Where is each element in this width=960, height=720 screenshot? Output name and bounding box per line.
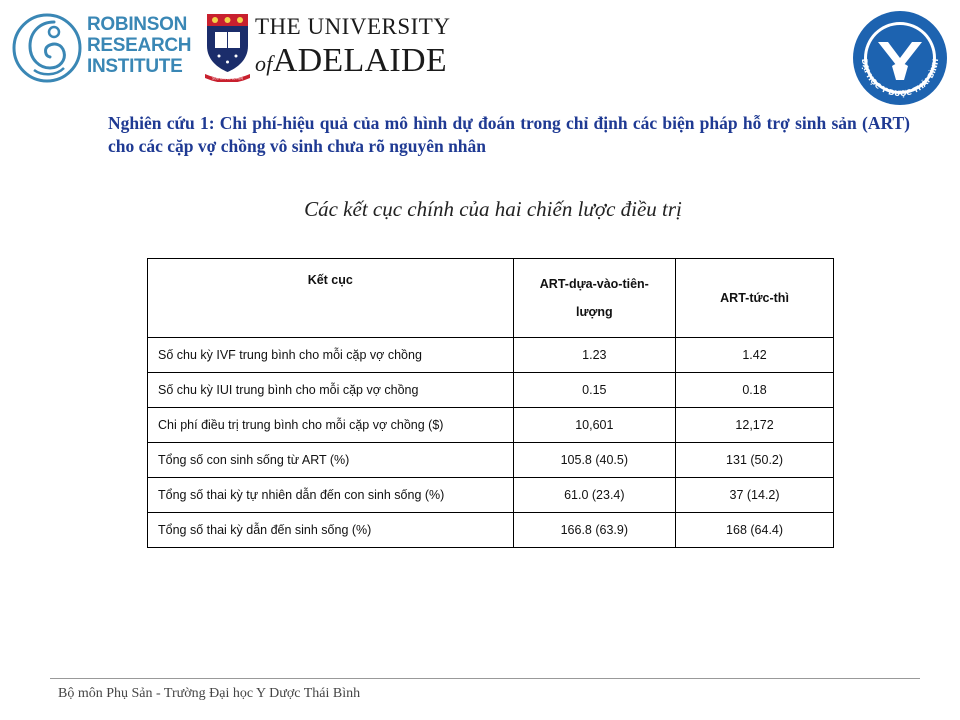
svg-text:SUB CRUCE LUMEN: SUB CRUCE LUMEN [212,76,243,81]
cell-value: 131 (50.2) [676,443,834,478]
footer-text: Bộ môn Phụ Sản - Trường Đại học Y Dược Thái Bình [58,686,361,701]
table-subtitle: Các kết cục chính của hai chiến lược điều trị [304,197,682,221]
table-header-row [148,259,834,338]
thai-binh-university-logo [850,8,950,108]
outcomes-table [147,258,834,548]
cell-value: 0.18 [676,373,834,408]
table-row [148,408,834,443]
row-label: Tổng số thai kỳ dẫn đến sinh sống (%) [148,513,514,548]
robinson-emblem-icon [10,10,85,85]
cell-value: 0.15 [513,373,676,408]
row-label: Tổng số thai kỳ tự nhiên dẫn đến con sinh sống (%) [148,478,514,513]
row-label: Chi phí điều trị trung bình cho mỗi cặp vợ chồng ($) [148,408,514,443]
robinson-institute-logo [10,10,192,90]
table-row [148,513,834,548]
cell-value: 1.42 [676,338,834,373]
cell-value: 10,601 [513,408,676,443]
slide-heading: Nghiên cứu 1: Chi phí-hiệu quả của mô hình dự đoán trong chỉ định các biện pháp hỗ trợ sinh sản (ART) cho các cặp vợ chồng vô sinh chưa rõ nguyên nhân [108,113,910,156]
row-label: Số chu kỳ IVF trung bình cho mỗi cặp vợ chồng [148,338,514,373]
row-label: Số chu kỳ IUI trung bình cho mỗi cặp vợ chồng [148,373,514,408]
row-label: Tổng số con sinh sống từ ART (%) [148,443,514,478]
university-of-adelaide-logo [205,12,451,92]
svg-text:ĐẠI HỌC Y DƯỢC THÁI BÌNH: ĐẠI HỌC Y DƯỢC THÁI BÌNH [859,58,941,99]
column-header-immediate-art: ART-tức-thì [676,259,834,338]
cell-value: 166.8 (63.9) [513,513,676,548]
column-header-outcome: Kết cục [148,259,514,338]
footer-divider [50,678,920,679]
adelaide-line1: THE UNIVERSITY [255,14,451,39]
cell-value: 105.8 (40.5) [513,443,676,478]
table-row [148,443,834,478]
robinson-wordmark: ROBINSON RESEARCH INSTITUTE [87,14,192,77]
cell-value: 1.23 [513,338,676,373]
column-header-prognosis-based-art: ART-dựa-vào-tiên-lượng [513,259,676,338]
cell-value: 61.0 (23.4) [513,478,676,513]
cell-value: 168 (64.4) [676,513,834,548]
table-row [148,478,834,513]
table-row [148,373,834,408]
adelaide-crest-icon [205,12,250,82]
adelaide-line2: ofADELAIDE [255,42,447,79]
table-row [148,338,834,373]
cell-value: 37 (14.2) [676,478,834,513]
cell-value: 12,172 [676,408,834,443]
